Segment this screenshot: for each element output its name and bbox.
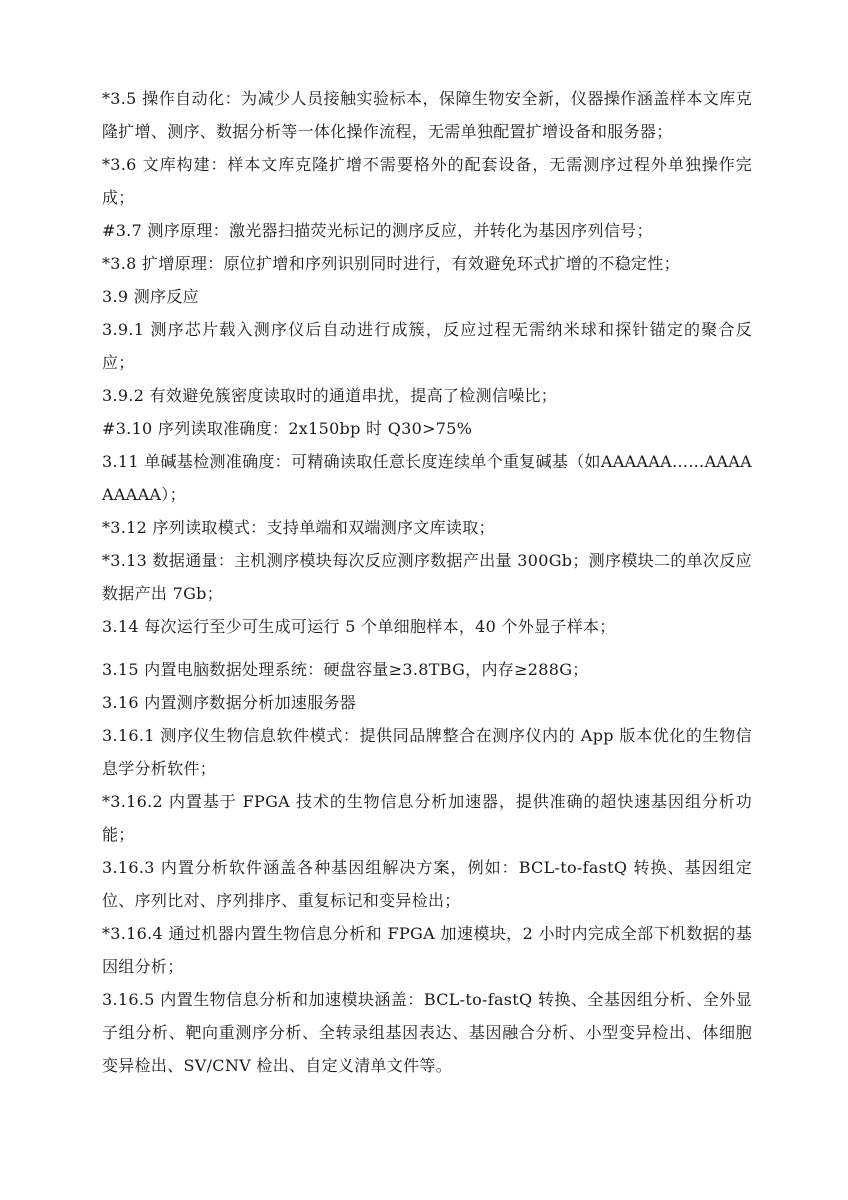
clause-3-5: *3.5 操作自动化：为减少人员接触实验标本，保障生物安全新，仪器操作涵盖样本文库克隆扩增、测序、数据分析等一体化操作流程，无需单独配置扩增设备和服务器； bbox=[102, 89, 752, 141]
clause-3-6: *3.6 文库构建：样本文库克隆扩增不需要格外的配套设备，无需测序过程外单独操作完成； bbox=[102, 155, 752, 207]
clause-3-7: #3.7 测序原理：激光器扫描荧光标记的测序反应，并转化为基因序列信号； bbox=[102, 221, 653, 240]
clause-3-11: 3.11 单碱基检测准确度：可精确读取任意长度连续单个重复碱基（如AAAAAA……AAAAAAAAA）； bbox=[102, 452, 752, 504]
clause-3-9-heading: 3.9 测序反应 bbox=[102, 287, 199, 306]
clause-3-16-heading: 3.16 内置测序数据分析加速服务器 bbox=[102, 693, 357, 712]
clause-3-16-4: *3.16.4 通过机器内置生物信息分析和 FPGA 加速模块，2 小时内完成全部下机数据的基因组分析； bbox=[102, 924, 752, 976]
clause-3-9-1: 3.9.1 测序芯片载入测序仪后自动进行成簇，反应过程无需纳米球和探针锚定的聚合反应； bbox=[102, 320, 752, 372]
clause-3-16-1: 3.16.1 测序仪生物信息软件模式：提供同品牌整合在测序仪内的 App 版本优化的生物信息学分析软件； bbox=[102, 726, 752, 778]
clause-3-9-2: 3.9.2 有效避免簇密度读取时的通道串扰，提高了检测信噪比； bbox=[102, 386, 558, 405]
clause-3-13: *3.13 数据通量：主机测序模块每次反应测序数据产出量 300Gb；测序模块二的单次反应数据产出 7Gb； bbox=[102, 551, 752, 603]
clause-3-8: *3.8 扩增原理：原位扩增和序列识别同时进行，有效避免环式扩增的不稳定性； bbox=[102, 254, 680, 273]
clause-3-15: 3.15 内置电脑数据处理系统：硬盘容量≥3.8TBG，内存≥288G； bbox=[102, 660, 589, 679]
clause-3-16-5: 3.16.5 内置生物信息分析和加速模块涵盖：BCL-to-fastQ 转换、全基因组分析、全外显子组分析、靶向重测序分析、全转录组基因表达、基因融合分析、小型变异检出、体细胞变异检出、SV/CNV 检出、自定义清单文件等。 bbox=[102, 990, 752, 1075]
clause-3-14: 3.14 每次运行至少可生成可运行 5 个单细胞样本，40 个外显子样本； bbox=[102, 617, 616, 636]
clause-3-16-2: *3.16.2 内置基于 FPGA 技术的生物信息分析加速器，提供准确的超快速基因组分析功能； bbox=[102, 792, 752, 844]
clause-3-16-3: 3.16.3 内置分析软件涵盖各种基因组解决方案，例如：BCL-to-fastQ 转换、基因组定位、序列比对、序列排序、重复标记和变异检出； bbox=[102, 858, 752, 910]
clause-3-12: *3.12 序列读取模式：支持单端和双端测序文库读取； bbox=[102, 518, 495, 537]
clause-3-10: #3.10 序列读取准确度：2x150bp 时 Q30>75% bbox=[102, 419, 473, 438]
document-body bbox=[102, 82, 752, 1082]
